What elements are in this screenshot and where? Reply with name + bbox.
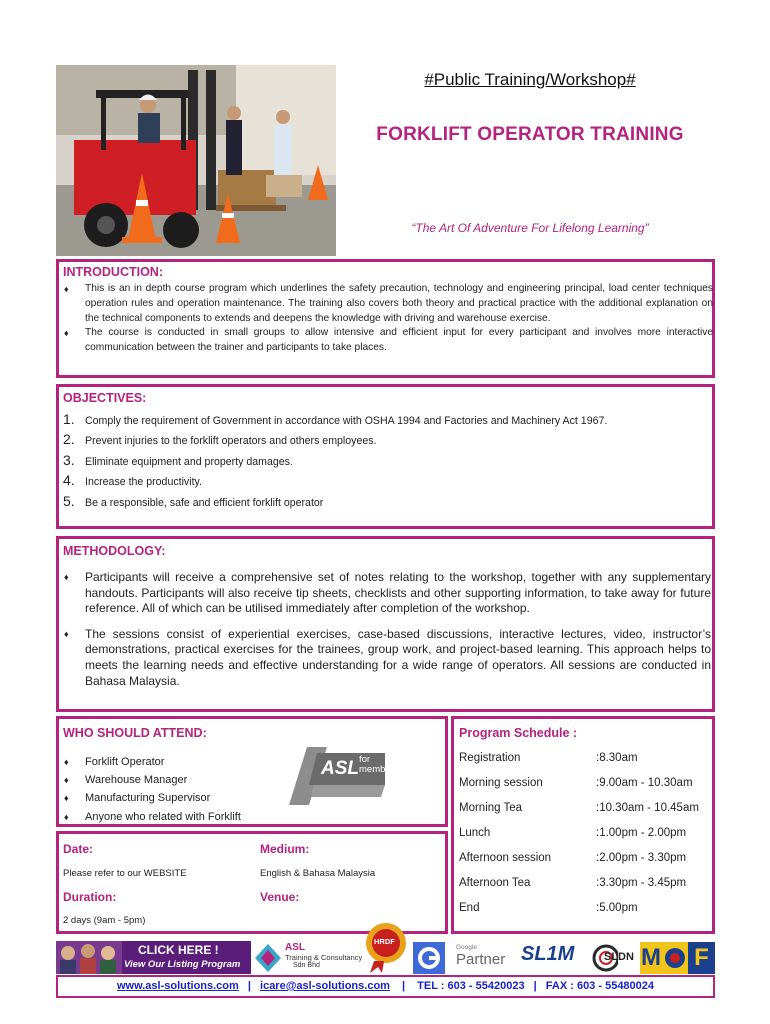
schedule-item: Afternoon session	[459, 852, 552, 864]
medium-label: Medium:	[260, 842, 310, 856]
mof-logo	[640, 942, 715, 974]
medium-value: English & Bahasa Malaysia	[260, 868, 376, 879]
table-row	[459, 802, 711, 827]
methodology-list	[63, 570, 711, 699]
email-link[interactable]: icare@asl-solutions.com	[260, 980, 390, 992]
schedule-item: Registration	[459, 752, 521, 764]
tagline: “The Art Of Adventure For Lifelong Learning”	[411, 221, 649, 235]
forklift-photo	[56, 65, 336, 256]
hrdf-label: HRDF	[374, 937, 395, 946]
table-row	[459, 752, 711, 777]
venue-label: Venue:	[260, 890, 300, 904]
list-item: ♦ Anyone who related with Forklift	[63, 808, 303, 826]
schedule-time: :3.30pm - 3.45pm	[596, 877, 687, 889]
asl-line2: Sdn Bhd	[293, 962, 320, 969]
program-schedule-section	[451, 716, 715, 934]
public-training-heading: #Public Training/Workshop#	[424, 70, 636, 89]
duration-label: Duration:	[63, 890, 117, 904]
sldn-logo	[590, 942, 640, 974]
objectives-section	[56, 384, 715, 529]
list-item: ♦ The course is conducted in small groups to allow intensive and efficient input for every participant and involves more interactive communication between the trainer and participants to take places.	[63, 326, 713, 356]
footer-separator: |	[533, 980, 537, 992]
schedule-table	[459, 752, 711, 927]
google-small-label: Google	[456, 944, 477, 951]
fax-text: FAX : 603 - 55480024	[545, 980, 655, 992]
attendee-list	[63, 753, 303, 826]
schedule-time: :8.30am	[596, 752, 638, 764]
schedule-time: :9.00am - 10.30am	[596, 777, 693, 789]
list-item	[63, 472, 708, 492]
item-number: 2.	[63, 431, 75, 448]
table-row	[459, 777, 711, 802]
item-text: Be a responsible, safe and efficient forklift operator	[85, 496, 324, 509]
sldn-label: SLDN	[604, 951, 634, 963]
list-item: ♦ This is an in depth course program which underlines the safety precaution, technology and engineering principal, load center techniques operation rules and operation maintenance. The training also covers both theory and practical practice with the additional explanation on the technical components to extends and deepens the knowledge with driving and warehouse exercise.	[63, 282, 713, 326]
mof-m: M	[640, 942, 662, 974]
table-row	[459, 877, 711, 902]
view-listing-label[interactable]: View Our Listing Program	[124, 959, 241, 970]
schedule-item: Lunch	[459, 827, 491, 839]
methodology-section	[56, 536, 715, 712]
item-text: Increase the productivity.	[85, 476, 202, 489]
click-here-banner[interactable]	[56, 941, 251, 974]
asl-name: ASL	[285, 942, 305, 953]
objectives-heading: OBJECTIVES:	[63, 391, 147, 405]
schedule-item: Morning session	[459, 777, 543, 789]
asl-line1: Training & Consultancy	[285, 953, 363, 962]
asl-diamond-icon	[255, 944, 281, 972]
methodology-heading: METHODOLOGY:	[63, 544, 166, 558]
footer-separator: |	[402, 980, 406, 992]
item-text: Prevent injuries to the forklift operators and others employees.	[85, 435, 377, 448]
schedule-time: :2.00pm - 3.30pm	[596, 852, 687, 864]
schedule-time: :1.00pm - 2.00pm	[596, 827, 687, 839]
website-link[interactable]: www.asl-solutions.com	[116, 980, 239, 992]
telephone-text: TEL : 603 - 55420023	[417, 980, 525, 992]
people-collage-icon	[56, 941, 122, 974]
list-item	[63, 452, 708, 472]
list-item	[63, 493, 708, 513]
item-number: 5.	[63, 492, 75, 509]
date-value: Please refer to our WEBSITE	[63, 868, 187, 879]
asl-members-logo	[287, 745, 399, 807]
list-item: ♦ Warehouse Manager	[63, 771, 303, 789]
schedule-time: :5.00pm	[596, 902, 638, 914]
google-plus-icon	[413, 942, 445, 974]
item-text: Comply the requirement of Government in accordance with OSHA 1994 and Factories and Machinery Act 1967.	[85, 415, 608, 427]
table-row	[459, 852, 711, 877]
asl-logo-brand: ASL	[321, 758, 359, 779]
program-schedule-heading: Program Schedule :	[459, 726, 578, 740]
list-item: ♦ Manufacturing Supervisor	[63, 789, 303, 807]
list-item	[63, 411, 708, 431]
item-number: 4.	[63, 472, 75, 489]
date-label: Date:	[63, 842, 94, 856]
asl-logo-sub: for members	[359, 754, 399, 775]
page-title: FORKLIFT OPERATOR TRAINING	[376, 124, 684, 145]
schedule-item: Morning Tea	[459, 802, 523, 814]
introduction-section	[56, 259, 715, 378]
list-item: ♦ Forklift Operator	[63, 753, 303, 771]
item-number: 1.	[63, 411, 75, 427]
contact-footer	[56, 975, 715, 998]
footer-separator: |	[247, 980, 251, 992]
sl1m-logo: SL1M	[521, 943, 575, 965]
who-should-attend-heading: WHO SHOULD ATTEND:	[63, 726, 207, 740]
mof-emblem-icon	[662, 942, 688, 974]
list-item	[63, 431, 708, 451]
introduction-heading: INTRODUCTION:	[63, 265, 163, 279]
list-item: ♦ Participants will receive a comprehensive set of notes relating to the workshop, together with any supplementary handouts. Participants will also receive tip sheets, checklists and other supporting information, to take away for future reference. All of which can be utilised immediately after completion of the workshop.	[63, 570, 711, 617]
table-row	[459, 827, 711, 852]
schedule-item: Afternoon Tea	[459, 877, 531, 889]
asl-training-logo	[255, 942, 365, 973]
click-here-label[interactable]: CLICK HERE !	[138, 943, 219, 957]
mof-f: F	[688, 942, 715, 974]
schedule-item: End	[459, 902, 480, 914]
introduction-list	[63, 282, 713, 356]
table-row	[459, 902, 711, 927]
item-text: Eliminate equipment and property damages.	[85, 455, 293, 468]
duration-value: 2 days (9am - 5pm)	[63, 915, 146, 926]
schedule-time: :10.30am - 10.45am	[596, 802, 699, 814]
hrdf-seal	[364, 917, 408, 973]
objectives-list	[63, 411, 708, 513]
partner-label: Partner	[456, 951, 506, 968]
item-number: 3.	[63, 451, 75, 468]
list-item: ♦ The sessions consist of experiential exercises, case-based discussions, interactive lectures, video, instructor’s demonstrations, practical exercises for the trainees, group work, and project-based learning. This approach helps to meets the learning needs and effective understanding for a wide range of operators. All sessions are conducted in Bahasa Malaysia.	[63, 627, 711, 689]
